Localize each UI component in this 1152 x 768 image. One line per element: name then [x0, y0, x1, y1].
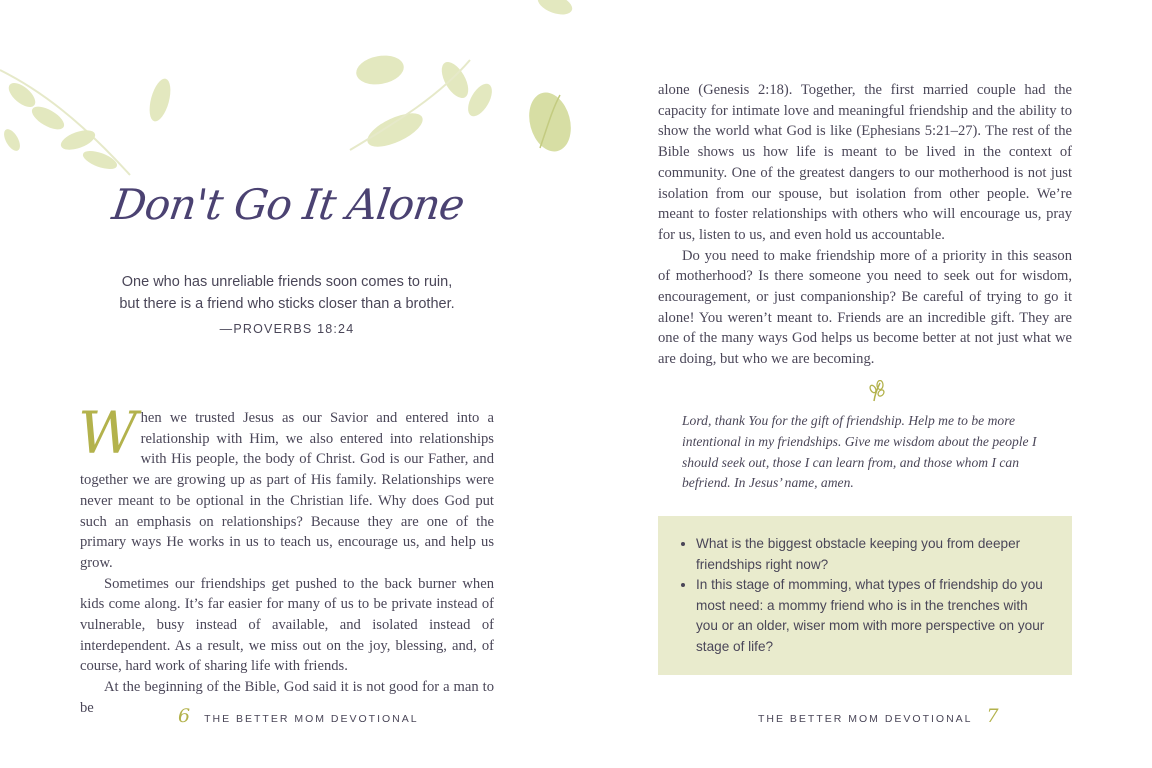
footer-left — [178, 705, 419, 727]
body-text-right — [658, 80, 1072, 370]
running-title: THE BETTER MOM DEVOTIONAL — [758, 713, 973, 725]
epigraph-line-1: One who has unreliable friends soon comes to ruin, — [121, 274, 453, 290]
page-title: Don't Go It Alone — [109, 180, 467, 229]
page-number: 7 — [986, 705, 999, 727]
paragraph: Sometimes our friendships get pushed to the back burner when kids come along. It’s far easier for many of us to be private instead of vulnerable, busy instead of available, and isolated instead of interdependent. As a result, we miss out on the joy, blessing, and, of course, hard work of sharing life with friends. — [80, 575, 494, 675]
question-item: • In this stage of momming, what types of friendship do you most need: a mommy friend who is in the trenches with you or an older, wiser mom with more perspective on your stage of life? — [696, 575, 1048, 657]
body-text-left — [78, 399, 494, 719]
question-item: • What is the biggest obstacle keeping you from deeper friendships right now? — [696, 534, 1048, 575]
paragraph: Do you need to make friendship more of a priority in this season of motherhood? Is there someone you need to seek out for wisdom, encouragement, or just companionship? Be careful of trying to go it alone! You weren’t meant to. Friends are an incredible gift. They are one of the many ways God helps us become better at not just what we are doing, but who we are becoming. — [658, 247, 1072, 368]
prayer: Lord, thank You for the gift of friendship. Help me to be more intentional in my friendships. Give me wisdom about the people I should seek out, those I can learn from, and those whom I can befriend. In Jesus’ name, amen. — [682, 413, 1037, 491]
page-number: 6 — [178, 705, 191, 727]
sprig-ornament-icon — [868, 380, 886, 402]
drop-cap: W — [78, 399, 138, 467]
paragraph: alone (Genesis 2:18). Together, the first married couple had the capacity for intimate love and meaningful friendship and the ability to show the world what God is like (Ephesians 5:21–27). The rest of the Bible shows us how life is meant to be lived in the context of community. One of the greatest dangers to our motherhood is not just isolation from our spouse, but isolation from other people. We’re meant to foster relationships with others who will encourage us, pray for us, listen to us, and even hold us accountable. — [658, 82, 1072, 243]
paragraph-text: hen we trusted Jesus as our Savior and entered into a relationship with Him, we also entered into relationships with His people, the body of Christ. God is our Father, and together we are growing up as part of His family. Relationships were never meant to be optional in the Christian life. Why does God put such an emphasis on relationships? Because they are one of the primary ways He works in us to teach us, encourage us, and help us grow. — [80, 410, 494, 571]
paragraph — [78, 399, 494, 574]
paragraph: At the beginning of the Bible, God said it is not good for a man to be — [80, 679, 494, 716]
reflection-questions-box — [658, 516, 1072, 675]
epigraph — [80, 271, 494, 340]
question-list — [682, 534, 1048, 658]
epigraph-line-2: but there is a friend who sticks closer than a brother. — [119, 296, 455, 312]
footer-right — [758, 705, 999, 727]
leaf-decoration — [0, 0, 576, 200]
running-title: THE BETTER MOM DEVOTIONAL — [204, 713, 419, 725]
right-page — [576, 0, 1152, 768]
epigraph-reference: —PROVERBS 18:24 — [219, 322, 355, 336]
